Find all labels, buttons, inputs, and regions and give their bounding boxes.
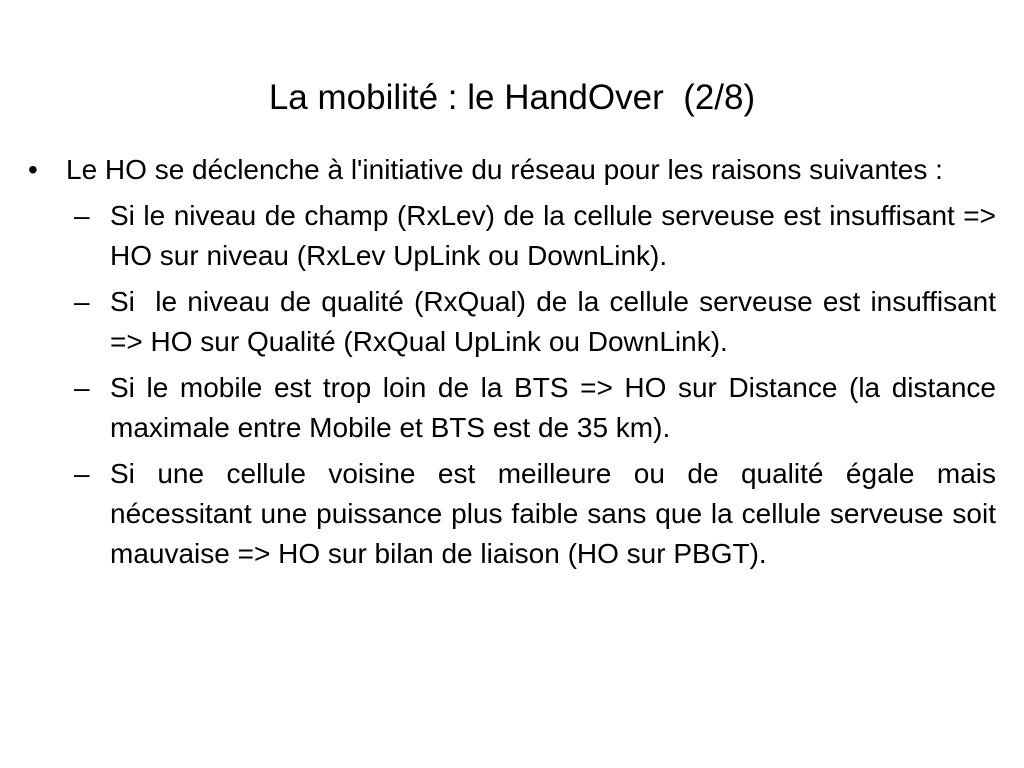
dash-marker: – xyxy=(74,458,90,489)
slide-title: La mobilité : le HandOver (2/8) xyxy=(268,78,756,117)
sub-bullet-text: Si une cellule voisine est meilleure ou de qualité égale mais nécessitant une puissance plus faible sans que la cellule serveuse soit mauvaise => HO sur bilan de liaison (HO sur PBGT). xyxy=(110,458,1004,569)
bullet-marker: • xyxy=(28,154,38,185)
sub-bullet-text: Si le niveau de champ (RxLev) de la cellule serveuse est insuffisant => HO sur niveau (RxLev UpLink ou DownLink). xyxy=(110,200,1004,271)
dash-marker: – xyxy=(74,372,90,403)
sub-bullet-text: Si le mobile est trop loin de la BTS => HO sur Distance (la distance maximale entre Mobile et BTS est de 35 km). xyxy=(110,372,1004,443)
main-bullet xyxy=(28,150,1004,574)
bullet-list xyxy=(28,150,1004,574)
sub-bullet-rxlev xyxy=(74,196,1004,276)
dash-marker: – xyxy=(74,286,90,317)
sub-bullet-distance xyxy=(74,368,1004,448)
sub-bullet-text: Si le niveau de qualité (RxQual) de la cellule serveuse est insuffisant => HO sur Qualité (RxQual UpLink ou DownLink). xyxy=(110,286,1004,357)
main-bullet-text: Le HO se déclenche à l'initiative du réseau pour les raisons suivantes : xyxy=(66,154,943,185)
sub-bullet-rxqual xyxy=(74,282,1004,362)
dash-marker: – xyxy=(74,200,90,231)
sub-bullet-pbgt xyxy=(74,454,1004,574)
sub-bullet-list xyxy=(66,196,1004,574)
